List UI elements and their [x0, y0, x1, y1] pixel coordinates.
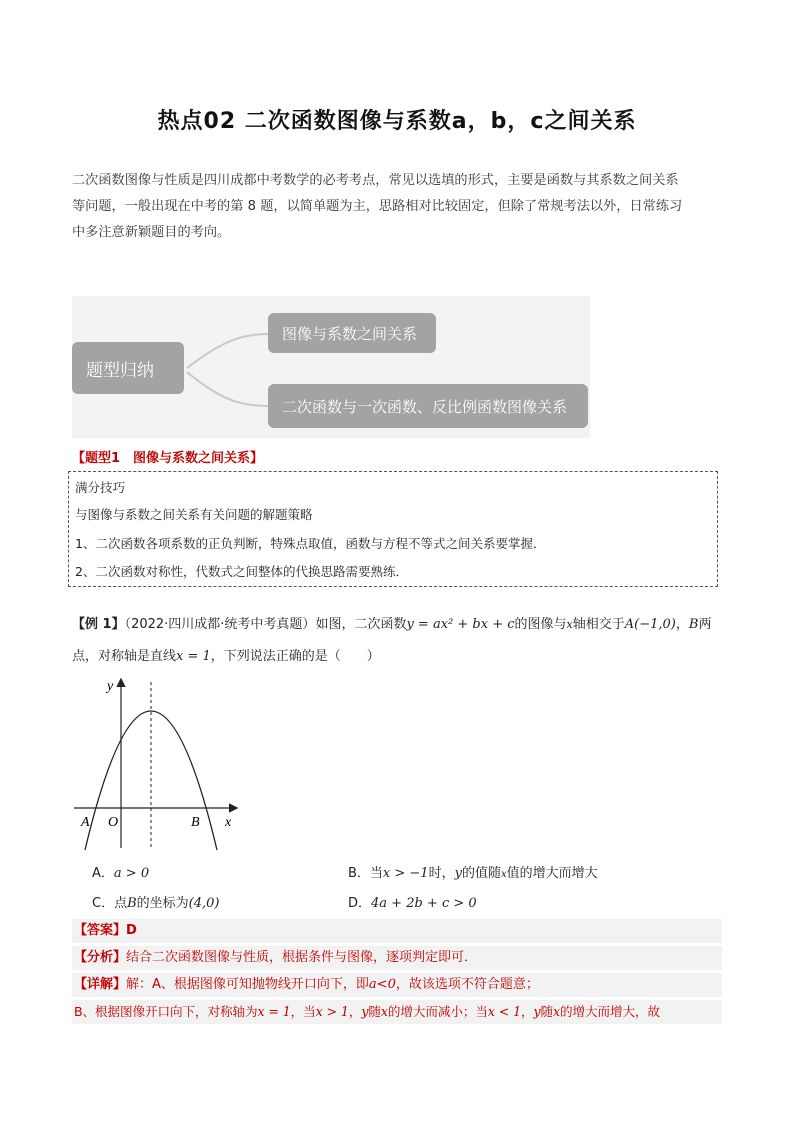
detail2-t3: 随	[368, 1004, 381, 1019]
detail-math: a<0	[368, 977, 396, 992]
detail2-eq3: x < 1	[487, 1004, 521, 1019]
tips-item-2: 2、二次函数对称性，代数式之间整体的代换思路需要熟练．	[75, 564, 408, 579]
example-text-b: 的图像与	[514, 617, 567, 632]
example-point-b: B	[688, 617, 699, 632]
example-formula: y = ax² + bx + c	[406, 617, 515, 632]
answer-label: 【答案】	[74, 923, 127, 938]
analysis-text: 结合二次函数图像与性质，根据条件与图像，逐项判定即可．	[126, 950, 478, 965]
example-xvar: x	[566, 618, 573, 631]
tips-subtitle: 与图像与系数之间关系有关问题的解题策略	[75, 507, 313, 522]
tips-title: 满分技巧	[75, 480, 126, 495]
option-d-math: 4a + 2b + c > 0	[371, 896, 477, 911]
detail2-t2: ，	[348, 1004, 362, 1019]
point-a-label: A	[81, 815, 90, 830]
detail2-eq2: x > 1	[315, 1004, 349, 1019]
origin-label: O	[108, 815, 119, 830]
option-b-math-1: x > −1	[382, 866, 429, 881]
y-axis-label: y	[107, 679, 114, 694]
option-c-label: C．点	[92, 896, 128, 911]
detail2-t4: 的增大而减小；当	[387, 1004, 488, 1019]
option-c-math-1: B	[127, 896, 137, 911]
detail2-v1: y	[361, 1004, 369, 1019]
intro-line-2: 等问题，一般出现在中考的第 8 题，以简单题为主，思路相对比较固定，但除了常规考法以外，日常练习	[72, 199, 683, 214]
example-line2-a: 点，对称轴是直线	[72, 649, 177, 664]
detail2-v4: x	[553, 1004, 561, 1019]
option-b[interactable]	[348, 862, 598, 881]
mindmap-branch-1: 图像与系数之间关系	[268, 313, 436, 353]
connector-branch-2	[187, 372, 268, 406]
detail2-prefix: B、根据图像开口向下，对称轴为	[74, 1004, 258, 1019]
option-a-label: A．	[92, 866, 114, 881]
detail2-v2: x	[380, 1004, 388, 1019]
example-line-2	[72, 646, 380, 668]
intro-line-1: 二次函数图像与性质是四川成都中考数学的必考考点，常见以选填的形式，主要是函数与其系数之间关系	[72, 173, 679, 188]
option-c-text-1: 的坐标为	[136, 896, 189, 911]
detail-label: 【详解】	[74, 977, 127, 992]
connector-branch-1	[187, 334, 268, 368]
tips-box	[68, 471, 718, 587]
example-axis-eq: x = 1	[176, 649, 211, 664]
option-b-text-3: 值的增大而增大	[506, 866, 598, 881]
example-source: （2022·四川成都·统考中考真题）	[124, 617, 316, 632]
mindmap-branch-2: 二次函数与一次函数、反比例函数图像关系	[268, 384, 588, 428]
answer-band	[72, 919, 722, 943]
answer-value: D	[126, 923, 137, 938]
mindmap	[72, 296, 590, 438]
detail2-v3: y	[533, 1004, 541, 1019]
detail-text-b: ，故该选项不符合题意；	[395, 977, 539, 992]
page-title: 热点02 二次函数图像与系数a，b，c之间关系	[157, 109, 637, 134]
option-c[interactable]	[92, 892, 219, 911]
example-text-e: 两	[698, 617, 712, 632]
analysis-band	[72, 946, 722, 970]
detail-band-2	[72, 1000, 722, 1024]
type1-heading: 【题型1 图像与系数之间关系】	[72, 451, 264, 466]
example-point-a: A(−1,0)	[624, 617, 676, 632]
detail2-t5: ，	[521, 1004, 534, 1019]
option-a-math: a > 0	[113, 866, 150, 881]
analysis-label: 【分析】	[74, 950, 127, 965]
option-b-label: B．当	[348, 866, 383, 881]
option-a[interactable]	[92, 862, 149, 881]
intro-line-3: 中多注意新颖题目的考向。	[72, 225, 231, 240]
detail2-t6: 随	[540, 1004, 554, 1019]
example-text-c: 轴相交于	[572, 617, 625, 632]
detail2-t1: ，当	[290, 1004, 316, 1019]
mindmap-root: 题型归纳	[72, 342, 184, 394]
parabola-graph	[70, 672, 250, 852]
detail2-t7: 的增大而增大，故	[560, 1004, 660, 1019]
example-text-a: 如图，二次函数	[315, 617, 407, 632]
option-d[interactable]	[348, 892, 477, 911]
option-b-math-2: y	[454, 866, 462, 881]
option-b-text-2: 的值随	[461, 866, 501, 881]
x-axis-label: x	[225, 815, 232, 830]
detail-text-a: 解：A、根据图像可知抛物线开口向下，即	[126, 977, 369, 992]
example-tag: 【例 1】	[72, 617, 125, 632]
option-b-math-3: x	[500, 869, 507, 880]
option-b-text-1: 时，	[428, 866, 455, 881]
example-line2-b: ，下列说法正确的是（ ）	[210, 649, 380, 664]
option-d-label: D．	[348, 896, 372, 911]
example-text-d: ，	[675, 617, 689, 632]
option-c-math-2: (4,0)	[188, 896, 220, 911]
detail2-eq1: x = 1	[257, 1004, 291, 1019]
tips-item-1: 1、二次函数各项系数的正负判断，特殊点取值，函数与方程不等式之间关系要掌握．	[75, 536, 546, 551]
point-b-label: B	[191, 815, 200, 830]
example-line-1	[72, 614, 732, 636]
detail-band	[72, 973, 722, 997]
